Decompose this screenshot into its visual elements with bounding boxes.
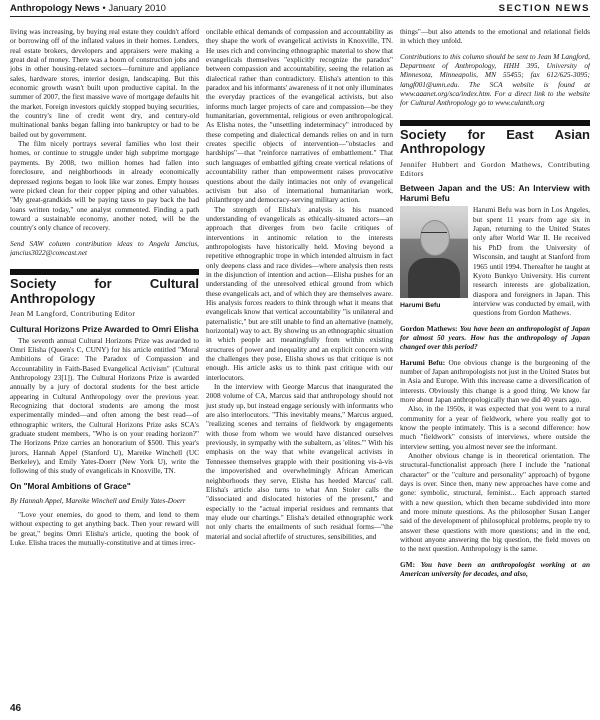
question-text: You have been an anthropologist of Japan for almost 50 years. How has the anthropology of Japan changed over this period? [400, 323, 590, 352]
interview-question [400, 560, 590, 579]
paragraph: In the interview with George Marcus that inaugurated the 2008 volume of CA, Marcus said that anthropology should not just study up, but instead engage seriously with informants who are also interlocutors. "This inevitably means," Marcus argued, "realizing scenes and terrains of fieldwork by engagements with those from whom we would have distanced ourselves previously, in sympathy with the subaltern, as 'elites.'" With his emphasis on the way that white evangelical activists in Tennessee themselves grapple with their positioning vis-à-vis the impoverished and overwhelmingly African American neighborhoods they serve, Elisha has heeded Marcus' call. Elisha's article also turns to what Ann Stoler calls the "dissociated and dislocated histories of the present," and especially to the "actual imperial residues and remnants that may elude our chartings." Elisha's detailed ethnographic work not only charts the entailments of such residual forms—"the material and social afterlife of structures, sensibilities, and [206, 382, 393, 541]
speaker-name: GM: [400, 559, 415, 569]
paragraph: Harumi Befu was born in Los Angeles, but spent 11 years from age six in Japan, returning to the United States only after World War II. He received his PhD from the University of Wisconsin, and taught at Stanford from 1965 until 1994. Thereafter he taught at Kyoto Bunkyo University. His current research interests are globalization, diaspora and foreigners in Japan. This interview was conducted by email, with questions from Gordon Mathews. [473, 205, 590, 318]
portrait-image [400, 206, 468, 298]
portrait-photo [400, 206, 468, 310]
column-3 [400, 27, 590, 698]
article-title: Cultural Horizons Prize Awarded to Omri Elisha [10, 323, 199, 334]
contributing-editor: Jean M Langford, Contributing Editor [10, 309, 136, 319]
subheading: On "Moral Ambitions of Grace" [10, 481, 131, 491]
section-bar [10, 269, 199, 275]
contribution-note: Contributions to this column should be sent to Jean M Langford, Department of Anthropology, HHH 395, University of Minnesota, Minneapolis, MN 55455; fax 612/625-3095; langf001@umn.edu. The SCA website is found at www.aaanet.org/sca/index.htm. For a direct link to the website for Cultural Anthropology go to www.culanth.org [400, 51, 590, 108]
paragraph: The seventh annual Cultural Horizons Prize was awarded to Omri Elisha (Queen's C, CUNY) for his article entitled "Moral Ambitions of Grace: The Paradox of Compassion and Accountability in Faith-Based Evangelical Activism" (Cultural Anthropology 23[1]). The Cultural Horizons Prize is awarded annually by a jury of doctoral students for the best article appearing in Cultural Anthropology over the previous year. Recognizing that doctoral students are among the most experimentally minded—and often among the best read—of ethnographic writers, the Cultural Horizons Prize asks SCA's graduate student members, "Who is on your reading horizon?" The Horizons Prize carries an honorarium of $500. This year's jurors, Hannah Appel (Stanford U), Mareike Winchell (UC Berkeley), and Emily Yates-Doerr (New York U), write the following of this study of evangelicals in Knoxville, TN. [10, 335, 199, 476]
speaker-name: Gordon Mathews: [400, 323, 458, 333]
paragraph: "Love your enemies, do good to them, and lend to them without expecting to get anything back. Then your reward will be great," begins Omri Elisha's article, quoting the book of Luke. Elisha traces the mutually-constitutive and at times irrec- [10, 510, 199, 548]
paragraph: The strength of Elisha's analysis is his nuanced understanding of evangelicals as ethically-situated actors—an approach that diverges from two facile critiques of interventions in antinomic relation to the interests anthropologists have historically held. Moving beyond a repetitive ethnographic trope in which intended altruism in fact only deepens class and race divides—where analysis then rests in the disjunction of intention and action—Elisha pushes for an understanding of the unresolved ethical ground from which these evangelicals act, and of which they are themselves aware. His analysis forces readers to think through what it means that evangelicals know that vertical accountability "is unilateral and paternalistic," but are still unable to find an alternative (namely, horizontal) way to act. By showing us an ethnographic situation in which people act meaningfully from within existing structures of power and inequality and an explicit concern with the challenges they pose, Elisha shows us that critique is not enough. His article asks us to think past critique with our interlocutors. [206, 204, 393, 382]
paragraph: Another obvious change is in theoretical orientation. The structural-functionalist approach (here I include the "national character" or the "culture and personality" approach) of bygone days is over. Since then, many new approaches have come and gone: symbolic, structural, feminist... Each approach started with a new question, which then became subdivided into more and more minute questions. As the philosopher Susan Langer said of the development of philosophical problems, people try to answer these questions with more questions; and in the end, without anyone answering the big question, the field moves on to the next question. Anthropology is the same. [400, 451, 590, 554]
interview-question [400, 324, 590, 352]
paragraph: living was increasing, by buying real estate they couldn't afford or borrowing off of the inflated values in their homes. Lenders, real estate brokers, developers and appraisers were making a great deal of money. There was a boom of construction jobs and jobs in other housing-related sectors—furniture and appliance sales, hardware stores, interior design, landscaping. But this economic growth wasn't built upon productive capital. In the summer of 2007, the first massive wave of mortgage defaults hit the market. Foreign investors quickly stopped buying securities, the country's line of credit went dry, and century-old multinational banks began falling into bankruptcy or had to be bailed out by government. [10, 27, 199, 139]
section-title: Society for Cultural Anthropology [10, 276, 199, 306]
interview-answer [400, 358, 590, 405]
byline: By Hannah Appel, Mareike Winchell and Emily Yates-Doerr [10, 495, 186, 505]
page-number: 46 [10, 703, 22, 714]
column-1 [10, 27, 199, 698]
answer-text: One obvious change is the burgeoning of the number of Japan anthropologists not just in the United States but in Asia and Europe. With this increase came a diversification of interests. Obviously this change is a good thing. We know far more about Japan anthropologically than we did 40 years ago. [400, 357, 590, 404]
section-bar [400, 120, 590, 126]
publication-title [10, 3, 166, 14]
question-text: You have been an anthropologist working at an American university for decades, and also, [400, 559, 590, 579]
speaker-name: Harumi Befu: [400, 357, 446, 367]
publication-name: Anthropology News [10, 3, 100, 14]
paragraph: The film nicely portrays several families who lost their homes, or continue to struggle under high subprime mortgage payments. By 2008, two million homes had fallen into foreclosure, and neighborhoods in already economically depressed regions began to look like war zones. Empty houses were picked clean for their copper piping and other valuables. "My great-grandkids will be paying taxes to pay back the bad loans written today," one analyst commented. Finding a path toward a sustainable economy, another noted, will be the country's only chance of recovery. [10, 139, 199, 233]
photo-caption: Harumi Befu [400, 302, 441, 310]
contributing-editors: Jennifer Hubbert and Gordon Mathews, Contributing Editors [400, 159, 590, 179]
section-label: SECTION NEWS [498, 3, 590, 14]
header-rule [10, 16, 590, 17]
issue-date: • January 2010 [102, 3, 166, 14]
paragraph: things"—but also attends to the emotional and relational fields in which they unfold. [400, 27, 590, 46]
article-title: Between Japan and the US: An Interview with Harumi Befu [400, 183, 590, 204]
paragraph: oncilable ethical demands of compassion and accountability as they shape the work of evangelical activists in Knoxville, TN. He uses rich and convincing ethnographic material to show that evangelicals themselves "explicitly recognize the paradox" between compassion and accountability, seeing the relation as dialectical rather than contradictory. Elisha's attention to this paradox and his informants' awareness of it not only illuminates the everyday practices of the evangelical activists, but also informs much larger projects of care and compassion—be they humanitarian, governmental, religious or even anthropological. As Elisha notes, the "unsettling indeterminacy" introduced by these competing and dialectical demands relies on and in turn creates specific objects of intervention—"obstacles and hardships"—that "reinforce narratives of embattlement." That such languages of embattled gifting create vertical relations of accountability rather than empowerment raises provocative questions about the daily intimacies not only of evangelical activism but also of international humanitarian work, philanthropy and democracy-serving military action. [206, 27, 393, 205]
contribution-note: Send SAW column contribution ideas to Angela Jancius, jancius3022@comcast.net [10, 238, 199, 257]
column-2 [206, 27, 393, 698]
section-title: Society for East Asian Anthropology [400, 126, 590, 157]
running-header [10, 3, 590, 17]
paragraph: Also, in the 1950s, it was expected that you went to a rural community for a year of fieldwork, where you really got to know the people intimately. This is a second difference: how much "fieldwork" consists of interviews, where outside the interview setting, you almost never see the informant. [400, 404, 590, 451]
